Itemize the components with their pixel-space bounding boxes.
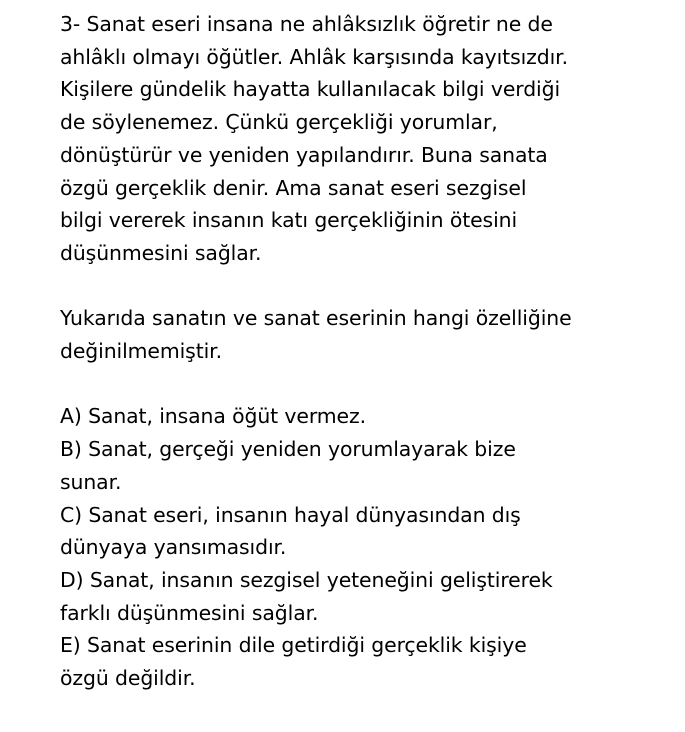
- spacer: [60, 368, 660, 401]
- option-a: A) Sanat, insana öğüt vermez.: [60, 404, 366, 429]
- question-prompt: Yukarıda sanatın ve sanat eserinin hangi özelliğine değinilmemiştir.: [60, 306, 572, 364]
- spacer: [60, 270, 660, 303]
- option-e: E) Sanat eserinin dile getirdiği gerçeklik kişiye özgü değildir.: [60, 633, 527, 691]
- option-d: D) Sanat, insanın sezgisel yeteneğini geliştirerek farklı düşünmesini sağlar.: [60, 567, 553, 625]
- option-b: B) Sanat, gerçeği yeniden yorumlayarak bize sunar.: [60, 437, 516, 494]
- option-c: C) Sanat eseri, insanın hayal dünyasından dış dünyaya yansımasıdır.: [60, 502, 521, 560]
- question-passage: 3- Sanat eseri insana ne ahlâksızlık öğretir ne de ahlâklı olmayı öğütler. Ahlâk karşısında kayıtsızdır. Kişilere gündelik hayatta kullanılacak bilgi verdiği de söylenemez. Çünkü gerçekliği yorumlar, dönüştürür ve yeniden yapılandırır. Buna sanata özgü gerçeklik denir. Ama sanat eseri sezgisel bilgi vererek insanın katı gerçekliğinin ötesini düşünmesini sağlar.: [60, 12, 568, 265]
- question-block: [60, 8, 660, 695]
- answer-options: [60, 400, 660, 694]
